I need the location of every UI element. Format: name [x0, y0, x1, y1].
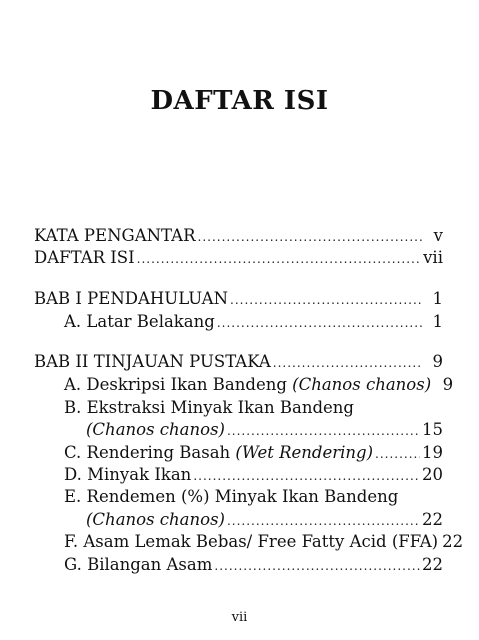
- dot-leader: [214, 556, 420, 576]
- toc-entry-rendemen[interactable]: [64, 487, 398, 507]
- toc-entry-rendering[interactable]: [64, 443, 443, 464]
- toc-entry-bilangan-asam[interactable]: [64, 555, 443, 576]
- toc-page: 19: [422, 443, 443, 462]
- toc-label: BAB I PENDAHULUAN: [34, 289, 229, 308]
- toc-label-italic: (Chanos chanos): [86, 510, 225, 529]
- toc-label: DAFTAR ISI: [34, 248, 135, 267]
- toc-entry-latar-belakang[interactable]: [64, 312, 443, 333]
- toc-label: BAB II TINJAUAN PUSTAKA: [34, 352, 271, 371]
- toc-page: 20: [422, 465, 443, 484]
- toc-label: KATA PENGANTAR: [34, 226, 196, 245]
- toc-page: v: [433, 226, 443, 245]
- toc-label: B. Ekstraksi Minyak Ikan Bandeng: [64, 398, 354, 417]
- toc-page: 1: [432, 289, 443, 308]
- toc-entry-ekstraksi-cont[interactable]: [86, 420, 443, 441]
- toc-label: E. Rendemen (%) Minyak Ikan Bandeng: [64, 487, 399, 506]
- toc-label: C. Rendering Basah (Wet Rendering): [64, 443, 374, 462]
- toc-label-italic: (Wet Rendering): [235, 443, 374, 462]
- dot-leader: [273, 353, 423, 373]
- toc-label-italic: (Chanos chanos): [292, 375, 432, 394]
- toc-label: G. Bilangan Asam: [64, 555, 213, 574]
- toc-page: vii: [423, 248, 443, 267]
- dot-leader: [227, 421, 420, 441]
- page-title: DAFTAR ISI: [150, 86, 329, 116]
- toc-page: 15: [422, 420, 443, 439]
- toc-label: D. Minyak Ikan: [64, 465, 192, 484]
- dot-leader: [193, 466, 420, 486]
- toc-page: 9: [442, 375, 454, 394]
- toc-entry-daftar-isi[interactable]: [34, 248, 443, 269]
- toc-entry-minyak-ikan[interactable]: [64, 465, 443, 486]
- toc-entry-ffa[interactable]: [64, 532, 464, 553]
- toc-entry-deskripsi[interactable]: [64, 375, 454, 396]
- toc-label: [86, 510, 225, 530]
- toc-entry-ekstraksi[interactable]: [64, 398, 354, 418]
- dot-leader: [217, 313, 423, 333]
- dot-leader: [230, 290, 423, 310]
- toc-page: 22: [422, 555, 443, 574]
- dot-leader: [375, 444, 420, 464]
- toc-page: 22: [442, 532, 464, 551]
- dot-leader: [137, 249, 421, 269]
- toc-page: 1: [432, 312, 443, 331]
- toc-entry-kata-pengantar[interactable]: [34, 226, 443, 247]
- dot-leader: [198, 227, 424, 247]
- page-number: vii: [231, 610, 248, 625]
- toc-label: F. Asam Lemak Bebas/ Free Fatty Acid (FFA): [64, 532, 439, 551]
- toc-label-italic: (Chanos chanos): [86, 420, 225, 439]
- toc-entry-bab-2[interactable]: [34, 352, 443, 373]
- toc-label: A. Latar Belakang: [64, 312, 215, 331]
- dot-leader: [227, 511, 420, 531]
- toc-entry-bab-1[interactable]: [34, 289, 443, 310]
- toc-page: 22: [422, 510, 443, 529]
- toc-label: [86, 420, 225, 440]
- toc-page: 9: [432, 352, 443, 371]
- toc-entry-rendemen-cont[interactable]: [86, 510, 443, 531]
- toc-label: A. Deskripsi Ikan Bandeng (Chanos chanos): [64, 375, 432, 394]
